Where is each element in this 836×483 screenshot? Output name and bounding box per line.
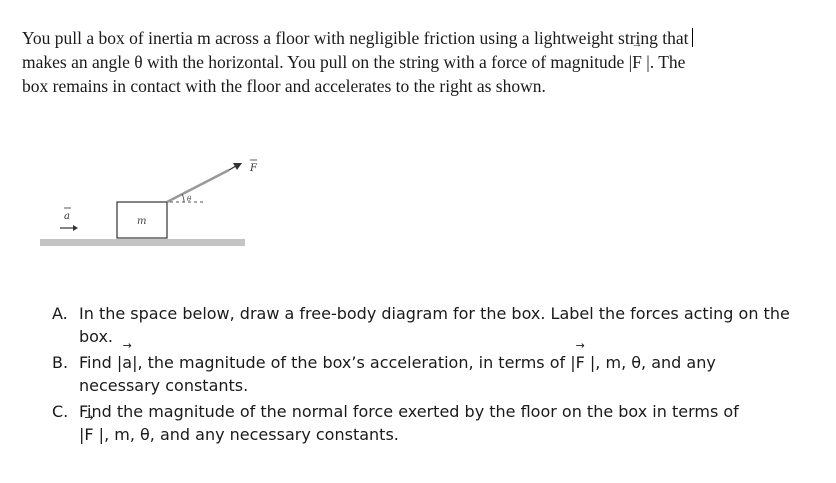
text-cursor [692, 28, 693, 47]
intro-line-3: box remains in contact with the floor and accelerates to the right as shown. [22, 76, 546, 96]
question-text-a: Find the magnitude of the normal force exerted by the floor on the box in terms of [79, 402, 739, 421]
angle-label: θ [187, 195, 192, 203]
string [167, 170, 229, 202]
question-text: In the space below, draw a free-body diagram for the box. Label the forces acting on the box. [79, 304, 790, 346]
mass-label: m [137, 216, 147, 227]
question-letter: C. [52, 402, 69, 421]
force-vector-symbol: → F [576, 351, 585, 374]
question-letter: A. [52, 304, 68, 323]
force-vector-symbol: → F [84, 423, 93, 446]
force-label: F [250, 163, 257, 174]
acceleration-vector-symbol: → a [122, 351, 132, 374]
intro-line-1: You pull a box of inertia m across a floor with negligible friction using a lightweight string that [22, 28, 689, 48]
question-list [52, 302, 792, 449]
question-b [52, 351, 792, 397]
question-text-b: |, the magnitude of the box’s acceleration, in terms of | [132, 353, 576, 372]
force-vector-symbol: → F [632, 50, 642, 74]
acceleration-label: a [64, 211, 70, 222]
question-text-a: Find | [79, 353, 123, 372]
question-text-c: |, m, θ, and any necessary constants. [93, 425, 399, 444]
question-a [52, 302, 792, 348]
angle-arc [182, 194, 184, 202]
question-text-c: |, m, θ, and any necessary constants. [79, 353, 716, 395]
force-arrow [229, 163, 242, 170]
question-c [52, 400, 792, 446]
intro-line-2a: makes an angle θ with the horizontal. You pull on the string with a force of magnitude | [22, 52, 633, 72]
question-letter: B. [52, 353, 69, 372]
question-text-b: | [79, 425, 85, 444]
floor [40, 239, 245, 246]
problem-statement [22, 26, 812, 98]
acceleration-arrow [60, 225, 78, 231]
intro-line-2b: |. The [641, 52, 686, 72]
